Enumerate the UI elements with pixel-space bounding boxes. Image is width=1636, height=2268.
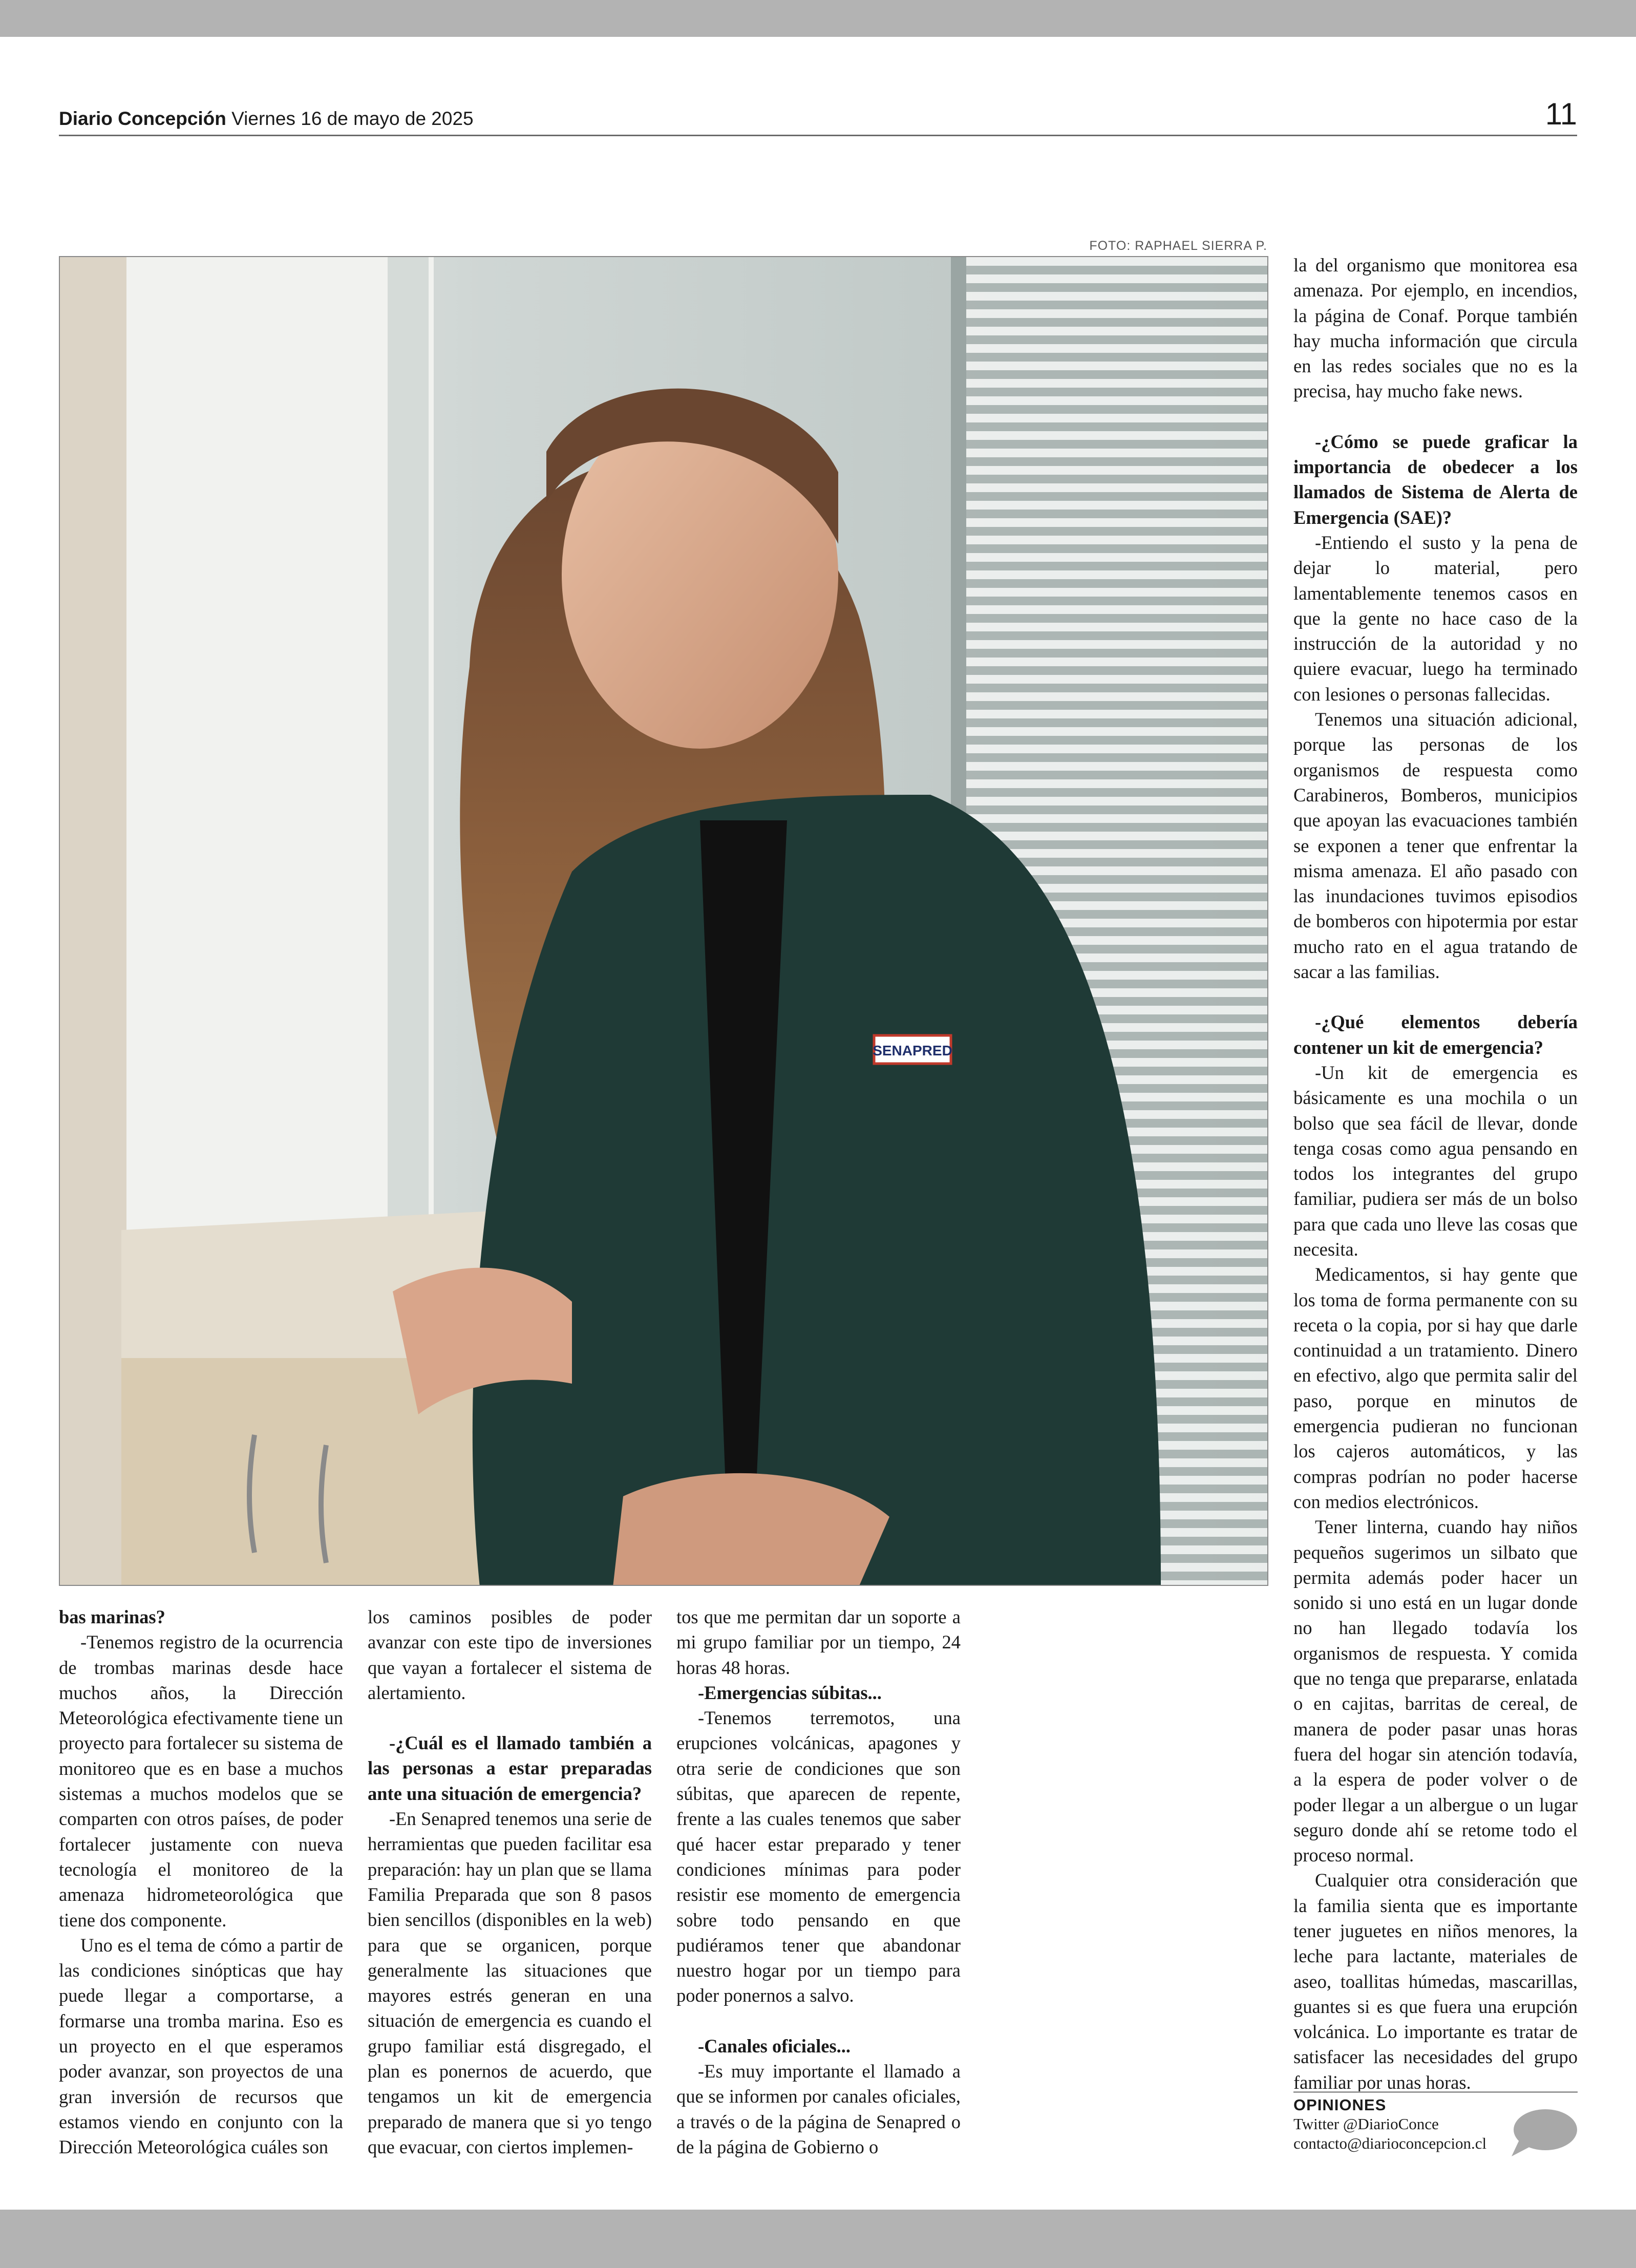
interview-answer: tos que me permitan dar un soporte a mi grupo familiar por un tiempo, 24 horas 48 horas.: [676, 1606, 961, 1678]
opiniones-box: [1293, 2091, 1578, 2153]
interview-question: -¿Qué elementos debería contener un kit de emergencia?: [1293, 1011, 1578, 1058]
interview-question: -¿Cómo se puede graficar la importancia de obedecer a los llamados de Sistema de Alerta de Emergencia (SAE)?: [1293, 431, 1578, 528]
interview-question: -Emergencias súbitas...: [698, 1682, 882, 1703]
interview-answer: Tener linterna, cuando hay niños pequeños sugerimos un silbato que permita además poder hacer un sonido si uno está en un lugar donde no han llegado todavía los organismos de respuesta. Y comida que no tenga que prepararse, enlatada o en cajitas, barritas de cereal, de manera de poder pasar unas horas fuera del hogar sin atención todavía, a la espera de poder volver o de poder llegar a un albergue o un lugar seguro donde ahí se retome todo el proceso normal.: [1293, 1516, 1578, 1866]
photo-credit: FOTO: RAPHAEL SIERRA P.: [1089, 239, 1267, 253]
interview-answer: Uno es el tema de cómo a partir de las condiciones sinópticas que hay puede llegar a comportarse, a formarse una tromba marina. Eso es un proyecto en el que esperamos poder avanzar, son proyectos de una gran inversión de recursos que estamos viendo en conjunto con la Dirección Meteorológica cuáles son: [59, 1934, 343, 2158]
interview-answer: la del organismo que monitorea esa amenaza. Por ejemplo, en incendios, la página de Conaf. Porque también hay mucha información que circula en las redes sociales que no es la precisa, hay mucho fake news.: [1293, 255, 1578, 402]
interview-question: -¿Cuál es el llamado también a las personas a estar preparadas ante una situación de emergencia?: [368, 1732, 652, 1804]
interview-answer: Medicamentos, si hay gente que los toma de forma permanente con su receta o la copia, por si hay que darle continuidad a un tratamiento. Dinero en efectivo, algo que permita salir del paso, porque en minutos de emergencia pudieran no funcionan los cajeros automáticos, y las compras podrían no poder hacerse con medios electrónicos.: [1293, 1264, 1578, 1512]
interview-answer: Cualquier otra consideración que la familia sienta que es importante tener juguetes en niños menores, la leche para lactante, materiales de aseo, toallitas húmedas, mascarillas, guantes si es que fuera una erupción volcánica. Lo importante es tratar de satisfacer las necesidades del grupo familiar por unas horas.: [1293, 1870, 1578, 2093]
interview-photo: [59, 256, 1268, 1586]
top-band: [0, 0, 1636, 37]
article-column-3: [676, 1604, 961, 2159]
interview-answer: -Tenemos registro de la ocurrencia de trombas marinas desde hace muchos años, la Dirección Meteorológica efectivamente tiene un proyecto para fortalecer su sistema de monitoreo que es en base a muchos sistemas a muchos modelos que se comparten con otros países, de poder fortalecer justamente con nueva tecnología el monitoreo de la amenaza hidrometeorológica que tiene dos componente.: [59, 1631, 343, 1931]
article-column-4: [1293, 252, 1578, 2095]
article-column-1: [59, 1604, 343, 2160]
interview-question: bas marinas?: [59, 1606, 165, 1627]
interview-answer: -Es muy importante el llamado a que se informen por canales oficiales, a través o de la página de Senapred o de la página de Gobierno o: [676, 2061, 961, 2157]
interview-answer: -En Senapred tenemos una serie de herramientas que pueden facilitar esa preparación: hay un plan que se llama Familia Preparada que son 8 pasos bien sencillos (disponibles en la web) para que se organicen, porque generalmente las situaciones que mayores estrés generan en una situación de emergencia es cuando el grupo familiar está disgregado, el plan es ponernos de acuerdo, que tengamos un kit de emergencia preparado de manera que si yo tengo que evacuar, con ciertos implemen-: [368, 1808, 652, 2157]
interview-answer: los caminos posibles de poder avanzar con este tipo de inversiones que vayan a fortalecer el sistema de alertamiento.: [368, 1606, 652, 1703]
publication-line: [59, 108, 474, 130]
bottom-band: [0, 2210, 1636, 2268]
article-column-2: [368, 1604, 652, 2159]
interview-answer: -Un kit de emergencia es básicamente es una mochila o un bolso que sea fácil de llevar, donde tenga cosas como agua pensando en todos los integrantes del grupo familiar, pudiera ser más de un bolso para que cada uno lleve las cosas que necesita.: [1293, 1062, 1578, 1260]
publication-name: Diario Concepción: [59, 108, 226, 129]
opiniones-email[interactable]: contacto@diarioconcepcion.cl: [1293, 2134, 1487, 2152]
senapred-badge: SENAPRED: [873, 1043, 952, 1058]
interview-question: -Canales oficiales...: [698, 2035, 851, 2057]
speech-bubble-icon: [1508, 2107, 1578, 2158]
interview-answer: Tenemos una situación adicional, porque las personas de los organismos de respuesta como Carabineros, Bomberos, municipios que apoyan las evacuaciones también se exponen a tener que enfrentar la misma amenaza. El año pasado con las inundaciones tuvimos episodios de bomberos con hipotermia por estar mucho rato en el agua tratando de sacar a las familias.: [1293, 709, 1578, 983]
page-number: 11: [1545, 97, 1577, 131]
publication-date: Viernes 16 de mayo de 2025: [231, 108, 474, 129]
page-header: [59, 97, 1577, 136]
interview-answer: -Tenemos terremotos, una erupciones volcánicas, apagones y otra serie de condiciones que son súbitas, que aparecen de repente, frente a las cuales tenemos que saber qué hacer estar preparado y tener condiciones mínimas para poder resistir ese momento de emergencia sobre todo pensando en que pudiéramos tener que abandonar nuestro hogar por un tiempo para poder ponernos a salvo.: [676, 1707, 961, 2006]
opiniones-title: OPINIONES: [1293, 2096, 1387, 2114]
interview-answer: -Entiendo el susto y la pena de dejar lo material, pero lamentablemente tenemos casos en que la gente no hace caso de la instrucción de la autoridad y no quiere evacuar, luego ha terminado con lesiones o personas fallecidas.: [1293, 532, 1578, 705]
opiniones-twitter[interactable]: Twitter @DiarioConce: [1293, 2115, 1439, 2133]
